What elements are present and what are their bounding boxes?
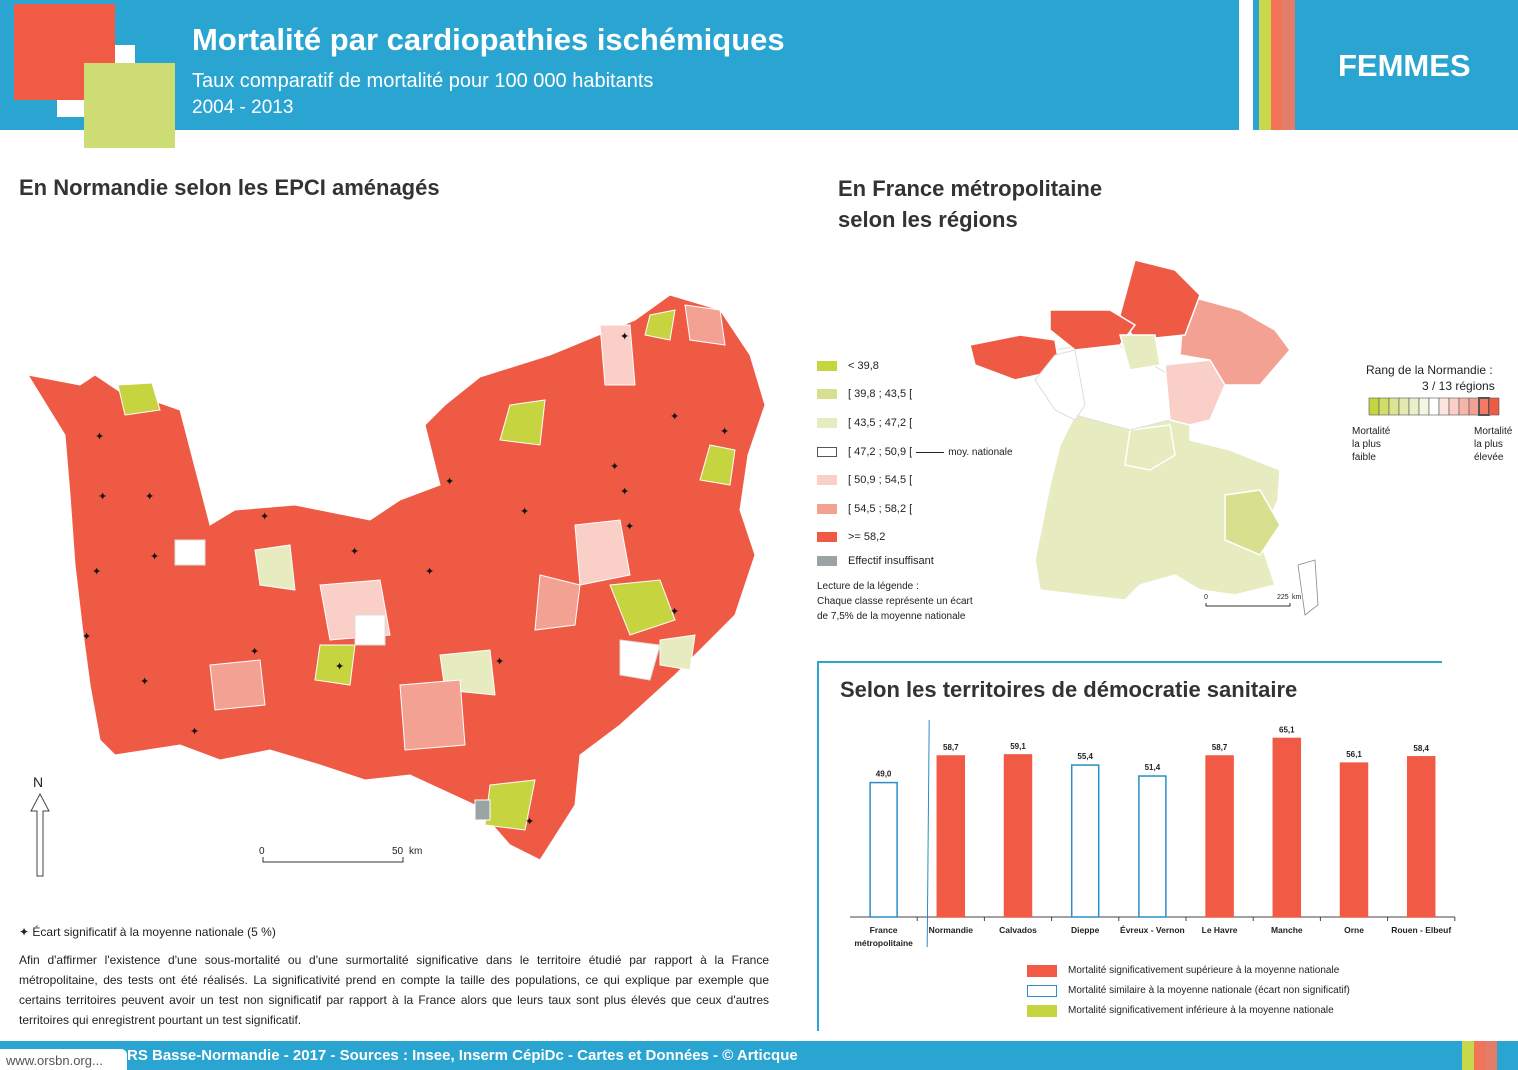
footer-url-link[interactable]: www.orsbn.org... [6,1053,103,1068]
bar-7 [1341,763,1368,917]
epci-salmon-1 [210,660,265,710]
svg-text:✦: ✦ [190,725,200,738]
national-mean-label: moy. nationale [948,446,1013,458]
category-label-2: Calvados [999,925,1037,935]
footer-stripe-red [1474,1041,1485,1070]
epci-salmon-4 [685,305,725,345]
bar-0 [870,783,897,917]
epci-pink-3 [600,325,635,385]
chart-legend-swatch-similar [1027,985,1057,997]
bar-1 [937,756,964,917]
chart-legend-label-lower: Mortalité significativement inférieure à la moyenne nationale [1068,1005,1334,1016]
legend-label-7: >= 58,2 [848,531,886,543]
svg-text:✦: ✦ [625,520,635,533]
chart-legend-swatch-higher [1027,965,1057,977]
page-title: Mortalité par cardiopathies ischémiques [192,22,785,57]
footer-credits: RS Basse-Normandie - 2017 - Sources : Insee, Inserm CépiDc - Cartes et Données - © Articque [127,1047,798,1064]
normandie-map [20,285,780,885]
svg-text:✦: ✦ [670,605,680,618]
france-scale-bar [1205,602,1291,608]
bar-4 [1139,776,1166,917]
legend-row-5 [817,473,912,487]
significance-star-icon: ✦ [19,925,33,939]
significance-label: Écart significatif à la moyenne nationale (5 %) [32,925,276,939]
north-arrow-icon [30,793,50,878]
logo-square-green [84,63,175,148]
france-scale-unit: km [1292,594,1302,601]
france-scale-start: 0 [1204,594,1208,601]
mean-line [916,452,944,453]
normandie-scale-start: 0 [259,846,265,857]
legend-reading-line1: Chaque classe représente un écart [817,596,973,607]
legend-label-6: [ 54,5 ; 58,2 [ [848,503,913,515]
svg-text:✦: ✦ [445,475,455,488]
epci-grey [475,800,490,820]
gender-label: FEMMES [1338,48,1471,83]
epci-salmon-3 [535,575,580,630]
svg-text:✦: ✦ [350,545,360,558]
svg-text:✦: ✦ [720,425,730,438]
epci-pink-1 [575,520,630,585]
svg-text:✦: ✦ [140,675,150,688]
legend-reading-title: Lecture de la légende : [817,581,919,592]
legend-label-3: [ 43,5 ; 47,2 [ [848,417,913,429]
category-label-6: Manche [1270,925,1303,935]
category-label-0-0: France [869,925,898,935]
svg-text:✦: ✦ [620,485,630,498]
chart-section-top-border [817,661,1442,663]
svg-text:✦: ✦ [260,510,270,523]
normandie-scale-end: 50 [392,846,404,857]
bar-3 [1072,765,1099,917]
svg-text:✦: ✦ [95,430,105,443]
rank-title: Rang de la Normandie : [1366,363,1493,377]
value-label-8: 58,4 [1413,743,1429,753]
legend-swatch-4 [817,447,837,457]
france-scale-end: 225 [1277,594,1289,601]
legend-row-1 [817,359,879,373]
legend-swatch-2 [817,389,837,399]
svg-text:✦: ✦ [610,460,620,473]
svg-text:✦: ✦ [150,550,160,563]
epci-green-cotentin [118,383,160,415]
value-label-1: 58,7 [943,742,959,752]
bar-6 [1273,738,1300,917]
france-map-title-line1: En France métropolitaine [838,176,1103,201]
svg-text:✦: ✦ [520,505,530,518]
epci-salmon-2 [400,680,465,750]
normandie-map-title: En Normandie selon les EPCI aménagés [19,175,440,200]
svg-text:✦: ✦ [525,815,535,828]
svg-text:✦: ✦ [495,655,505,668]
footer-stripe-green [1462,1041,1474,1070]
chart-title: Selon les territoires de démocratie sanitaire [840,677,1298,702]
svg-text:✦: ✦ [250,645,260,658]
value-label-6: 65,1 [1279,725,1295,735]
chart-legend-label-similar: Mortalité similaire à la moyenne nationale (écart non significatif) [1068,985,1350,996]
chart-legend-swatch-lower [1027,1005,1057,1017]
normandie-scale-unit: km [409,846,423,857]
bar-chart [840,715,1460,955]
legend-label-5: [ 50,9 ; 54,5 [ [848,474,913,486]
legend-row-7 [817,530,885,544]
legend-swatch-7 [817,532,837,542]
france-map-title-line2: selon les régions [838,207,1018,232]
value-label-3: 55,4 [1077,752,1093,762]
rank-high-line1: Mortalité [1474,426,1513,437]
category-label-1: Normandie [928,925,974,935]
svg-text:✦: ✦ [620,330,630,343]
page-subtitle: Taux comparatif de mortalité pour 100 000 habitants [192,70,654,92]
svg-text:✦: ✦ [82,630,92,643]
value-label-7: 56,1 [1346,750,1362,760]
significance-note [19,925,276,939]
bar-8 [1408,757,1435,917]
legend-swatch-6 [817,504,837,514]
category-label-3: Dieppe [1071,925,1100,935]
rank-scale [1368,397,1503,417]
svg-text:✦: ✦ [145,490,155,503]
chart-separator [927,720,929,947]
category-label-7: Orne [1344,925,1364,935]
legend-row-8 [817,554,934,568]
legend-label-4: [ 47,2 ; 50,9 [ [848,446,913,458]
epci-lightgreen-2 [255,545,295,590]
epci-lightgreen-3 [660,635,695,670]
chart-section-left-border [817,661,819,1031]
region-corse [1298,560,1318,615]
explanatory-paragraph: Afin d'affirmer l'existence d'une sous-mortalité ou d'une surmortalité significative dans le territoire étudié par rapport à la France métropolitaine, des tests ont été réalisés. La significativité prend en compte la taille des populations, ce qui explique par exemple que certains territoires peuvent avoir un test non significatif par rapport à la France alors que leurs taux sont plus élevés que ceux d'autres territoires qui enregistrent pourtant un test significatif. [19,953,769,1027]
svg-text:✦: ✦ [670,410,680,423]
north-label: N [33,774,44,790]
stripe-green [1259,0,1271,130]
value-label-2: 59,1 [1010,741,1026,751]
legend-label-2: [ 39,8 ; 43,5 [ [848,388,913,400]
rank-high-line3: élevée [1474,452,1504,463]
svg-text:✦: ✦ [335,660,345,673]
stripe-red [1271,0,1282,130]
legend-row-6 [817,502,912,516]
footer-stripe-salmon [1485,1041,1497,1070]
normandie-outline [28,295,765,860]
category-label-0-1: métropolitaine [854,938,913,948]
category-label-8: Rouen - Elbeuf [1391,925,1452,935]
epci-white-1 [175,540,205,565]
chart-legend-label-higher: Mortalité significativement supérieure à la moyenne nationale [1068,965,1340,976]
value-label-0: 49,0 [875,769,892,779]
bar-2 [1005,755,1032,917]
svg-text:✦: ✦ [98,490,108,503]
category-label-5: Le Havre [1201,925,1238,935]
bar-5 [1206,756,1233,917]
value-label-5: 58,7 [1211,742,1228,752]
legend-swatch-3 [817,418,837,428]
legend-swatch-1 [817,361,837,371]
rank-value: 3 / 13 régions [1422,379,1495,393]
legend-label-1: < 39,8 [848,360,879,372]
rank-high-line2: la plus [1474,439,1503,450]
value-label-4: 51,4 [1144,763,1161,773]
legend-reading-line2: de 7,5% de la moyenne nationale [817,611,966,622]
legend-row-2 [817,387,912,401]
rank-low-line3: faible [1352,452,1376,463]
normandie-scale-bar [262,856,404,864]
legend-swatch-5 [817,475,837,485]
rank-low-line1: Mortalité [1352,426,1391,437]
header-divider [1239,0,1253,130]
rank-low-label [1352,425,1390,464]
legend-row-3 [817,416,912,430]
france-map [960,255,1320,625]
rank-high-label [1474,425,1512,464]
epci-white-2 [355,615,385,645]
svg-text:✦: ✦ [425,565,435,578]
page-period: 2004 - 2013 [192,97,294,118]
svg-text:✦: ✦ [92,565,102,578]
rank-low-line2: la plus [1352,439,1381,450]
category-label-4: Évreux - Vernon [1120,925,1185,935]
stripe-salmon [1282,0,1295,130]
legend-label-8: Effectif insuffisant [848,555,934,567]
legend-swatch-8 [817,556,837,566]
